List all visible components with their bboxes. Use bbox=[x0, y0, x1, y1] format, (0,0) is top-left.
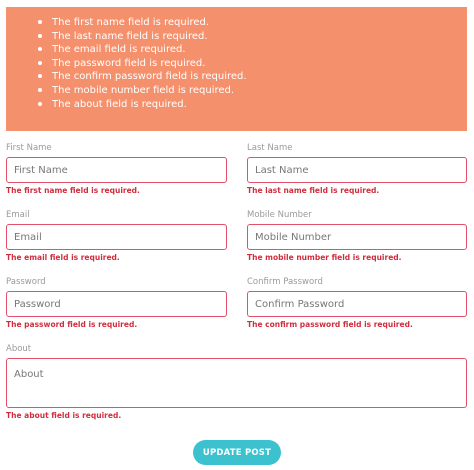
error-summary-list bbox=[38, 16, 247, 111]
mobile-number-label: Mobile Number bbox=[247, 210, 312, 220]
about-error: The about field is required. bbox=[6, 411, 122, 420]
update-post-button[interactable]: UPDATE POST bbox=[193, 440, 281, 465]
first-name-input[interactable] bbox=[6, 157, 227, 183]
confirm-password-label: Confirm Password bbox=[247, 277, 323, 287]
error-summary-item: The email field is required. bbox=[38, 43, 247, 57]
error-summary-item: The confirm password field is required. bbox=[38, 70, 247, 84]
validation-error-alert bbox=[6, 7, 467, 131]
error-summary-item: The first name field is required. bbox=[38, 16, 247, 30]
first-name-label: First Name bbox=[6, 143, 52, 153]
error-summary-item: The last name field is required. bbox=[38, 30, 247, 44]
mobile-number-input[interactable] bbox=[247, 224, 467, 250]
error-summary-item: The password field is required. bbox=[38, 57, 247, 71]
email-input[interactable] bbox=[6, 224, 227, 250]
last-name-input[interactable] bbox=[247, 157, 467, 183]
last-name-error: The last name field is required. bbox=[247, 186, 380, 195]
mobile-number-error: The mobile number field is required. bbox=[247, 253, 402, 262]
first-name-error: The first name field is required. bbox=[6, 186, 140, 195]
confirm-password-error: The confirm password field is required. bbox=[247, 320, 413, 329]
email-label: Email bbox=[6, 210, 30, 220]
error-summary-item: The about field is required. bbox=[38, 98, 247, 112]
password-label: Password bbox=[6, 277, 46, 287]
last-name-label: Last Name bbox=[247, 143, 293, 153]
about-label: About bbox=[6, 344, 32, 354]
about-textarea[interactable] bbox=[6, 358, 467, 408]
error-summary-item: The mobile number field is required. bbox=[38, 84, 247, 98]
email-error: The email field is required. bbox=[6, 253, 120, 262]
password-input[interactable] bbox=[6, 291, 227, 317]
password-error: The password field is required. bbox=[6, 320, 138, 329]
confirm-password-input[interactable] bbox=[247, 291, 467, 317]
